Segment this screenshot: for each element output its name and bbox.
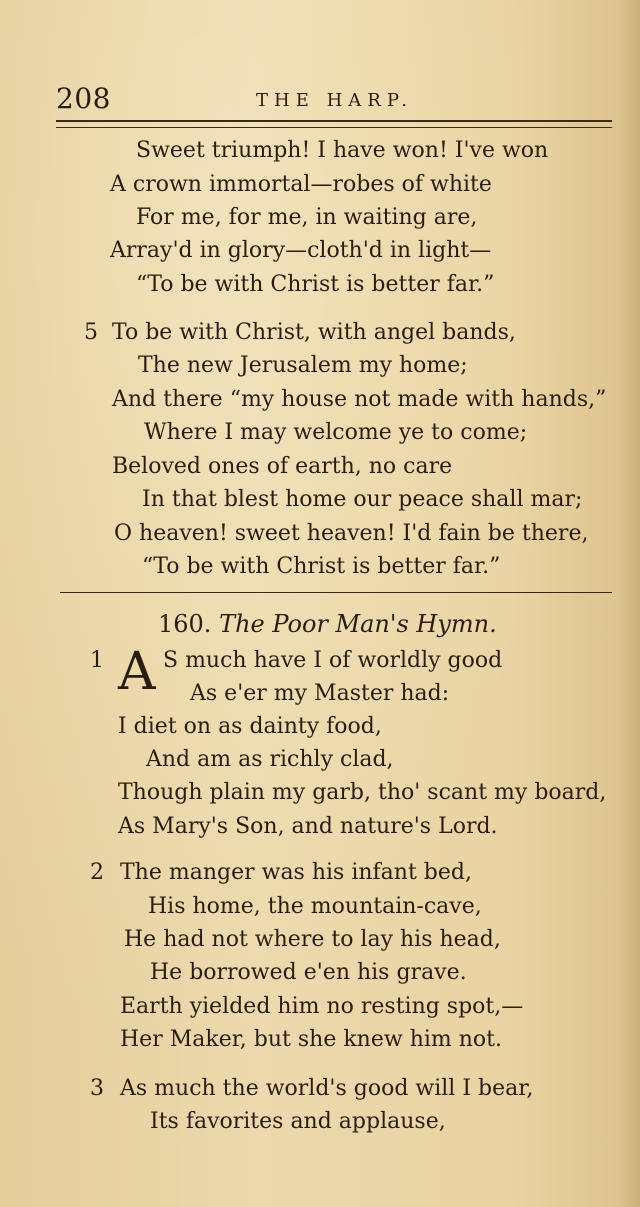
verse-line: He had not where to lay his head, xyxy=(124,927,501,952)
verse-line: “To be with Christ is better far.” xyxy=(136,272,495,297)
verse-line: Beloved ones of earth, no care xyxy=(112,454,453,479)
hymn-title xyxy=(158,610,497,638)
verse-line: “To be with Christ is better far.” xyxy=(142,554,501,579)
verse-line: And am as richly clad, xyxy=(146,747,394,772)
stanza-number: 5 xyxy=(84,320,98,345)
hymn-number: 160. xyxy=(158,610,212,638)
page-edge-shadow xyxy=(616,0,640,1207)
running-header xyxy=(56,80,612,120)
verse-line: Her Maker, but she knew him not. xyxy=(120,1027,503,1052)
verse-line: Though plain my garb, tho' scant my board, xyxy=(118,780,607,805)
verse-line: Earth yielded him no resting spot,— xyxy=(120,994,524,1019)
verse-line: I diet on as dainty food, xyxy=(118,714,382,739)
verse-line: S much have I of worldly good xyxy=(163,648,503,673)
verse-line: In that blest home our peace shall mar; xyxy=(142,487,583,512)
verse-line: His home, the mountain-cave, xyxy=(148,894,482,919)
verse-line: As much the world's good will I bear, xyxy=(120,1076,534,1101)
verse-line: He borrowed e'en his grave. xyxy=(150,960,467,985)
verse-line: Array'd in glory—cloth'd in light— xyxy=(110,238,492,263)
verse-line: As e'er my Master had: xyxy=(190,681,450,706)
verse-line: The new Jerusalem my home; xyxy=(138,353,468,378)
header-rule xyxy=(56,120,612,128)
verse-line: Where I may welcome ye to come; xyxy=(144,420,528,445)
verse-line: O heaven! sweet heaven! I'd fain be there, xyxy=(114,521,589,546)
verse-line: As Mary's Son, and nature's Lord. xyxy=(118,814,498,839)
verse-line: For me, for me, in waiting are, xyxy=(136,205,478,230)
verse-line: Sweet triumph! I have won! I've won xyxy=(136,138,549,163)
stanza-number: 2 xyxy=(90,860,104,885)
running-title: THE HARP. xyxy=(256,90,413,111)
verse-line: Its favorites and applause, xyxy=(150,1109,446,1134)
verse-line: To be with Christ, with angel bands, xyxy=(112,320,516,345)
verse-line: The manger was his infant bed, xyxy=(120,860,472,885)
page-number: 208 xyxy=(56,82,111,115)
stanza-number: 3 xyxy=(90,1076,104,1101)
section-rule xyxy=(60,592,612,593)
verse-line: And there “my house not made with hands,” xyxy=(112,387,607,412)
stanza-number: 1 xyxy=(90,648,104,673)
verse-line: A crown immortal—robes of white xyxy=(110,172,492,197)
hymn-name: The Poor Man's Hymn. xyxy=(219,610,497,638)
drop-cap: A xyxy=(118,642,156,702)
